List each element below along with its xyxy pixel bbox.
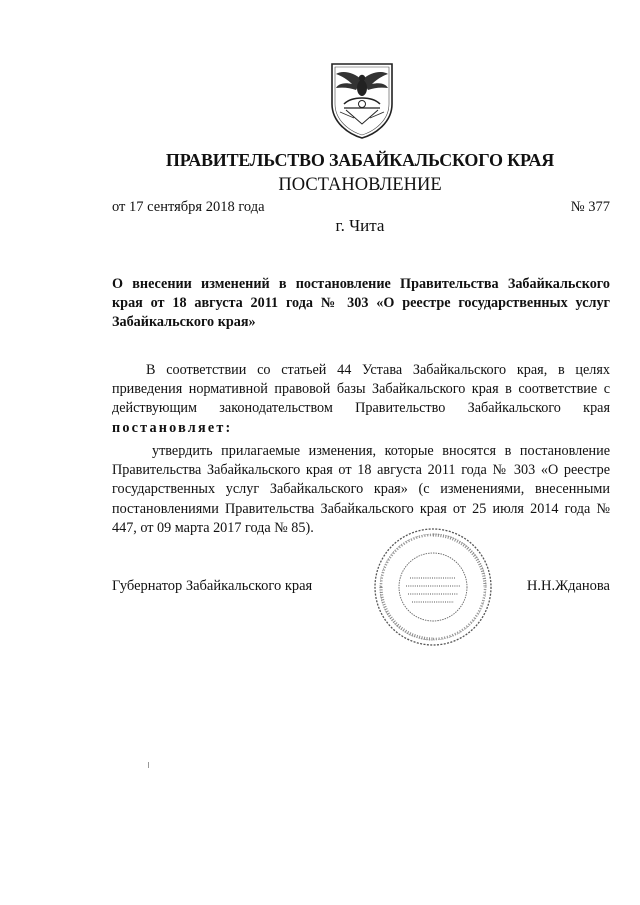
official-stamp-icon: [372, 526, 494, 648]
document-number: № 377: [570, 199, 610, 215]
authority-title: ПРАВИТЕЛЬСТВО ЗАБАЙКАЛЬСКОГО КРАЯ: [165, 150, 555, 170]
resolution-paragraph: [112, 442, 610, 538]
document-type: ПОСТАНОВЛЕНИЕ: [278, 175, 442, 195]
scan-artifact: [148, 762, 149, 768]
resolution-text: утвердить прилагаемые изменения, которые вносятся в постановление Правительства Забайкальского края от 18 августа 2011 года № 303 «О реестре государственных услуг Забайкальского края» (с изменениями, внесенными постановлениями Правительства Забайкальского края от 25 июля 2014 года № 447, от 09 марта 2017 года № 85).: [112, 443, 610, 536]
preamble-paragraph: [112, 361, 610, 438]
resolves-word: постановляет:: [112, 419, 233, 436]
signer-position: Губернатор Забайкальского края: [112, 578, 313, 594]
coat-of-arms-icon: [326, 58, 398, 140]
document-city: г. Чита: [335, 216, 385, 235]
document-subject: О внесении изменений в постановление Правительства Забайкальского края от 18 августа 2011 года № 303 «О реестре государственных услуг Забайкальского края»: [112, 276, 610, 330]
preamble-text: В соответствии со статьей 44 Устава Забайкальского края, в целях приведения нормативной правовой базы Забайкальского края в соответствие с действующим законодательством Правительство Забайкальского края: [112, 362, 610, 417]
signer-name: Н.Н.Жданова: [526, 578, 610, 594]
document-date: от 17 сентября 2018 года: [112, 199, 265, 215]
